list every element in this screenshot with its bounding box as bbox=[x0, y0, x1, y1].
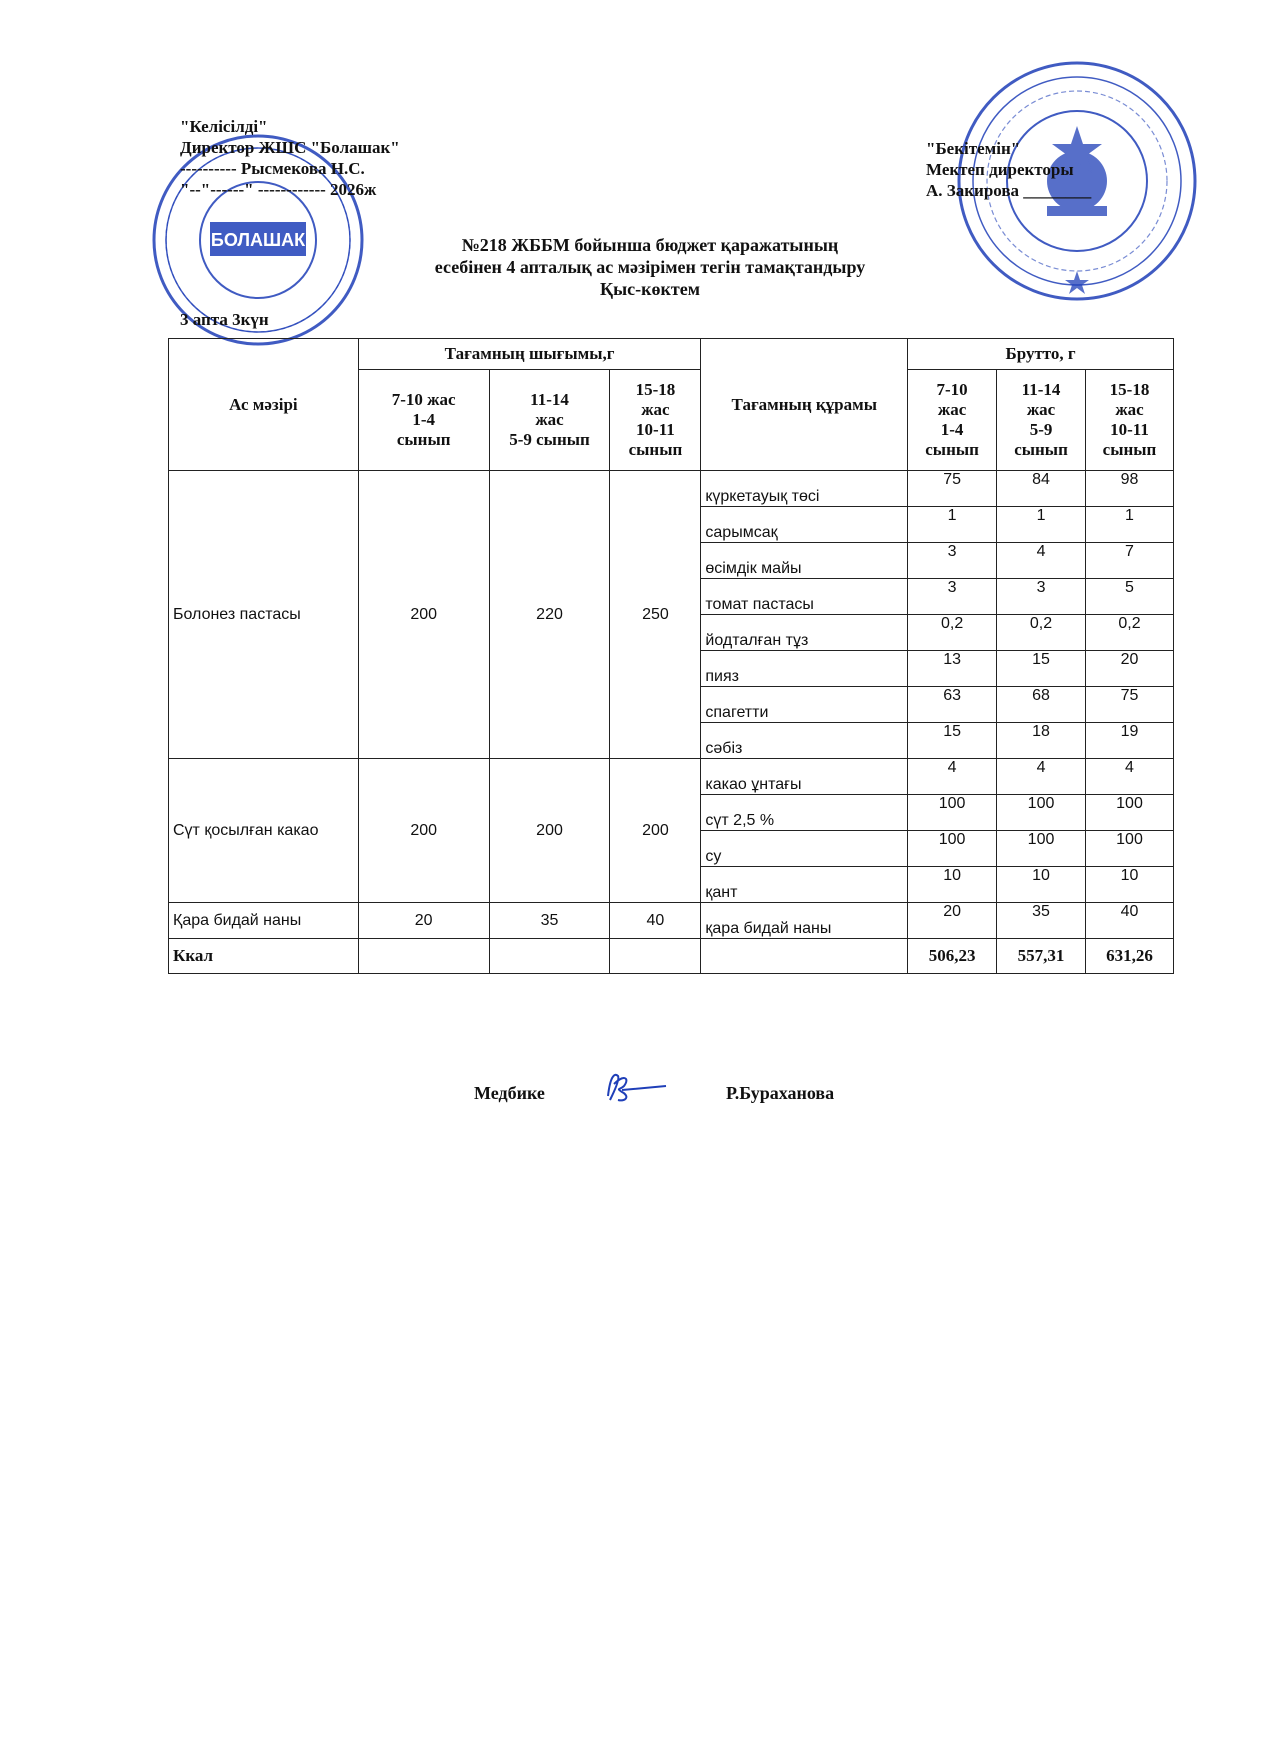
header-yield-col-3 bbox=[610, 370, 701, 471]
left-stamp-text: БОЛАШАК bbox=[210, 230, 306, 250]
approved-position: Мектеп директоры bbox=[926, 160, 1074, 179]
title-line-3: Қыс-көктем bbox=[600, 279, 700, 299]
ingredient-brutto-2: 68 bbox=[997, 687, 1086, 723]
ingredient-name: томат пастасы bbox=[701, 579, 908, 615]
header-yield-col-1-line: сынып bbox=[396, 430, 451, 449]
approved-signature-line: А. Закирова ________ bbox=[926, 181, 1092, 200]
dish-yield-2: 220 bbox=[489, 471, 610, 759]
document-title bbox=[340, 234, 960, 300]
ingredient-brutto-1: 100 bbox=[908, 795, 997, 831]
kcal-empty-cell bbox=[358, 939, 489, 974]
ingredient-brutto-2: 100 bbox=[997, 795, 1086, 831]
ingredient-name: өсімдік майы bbox=[701, 543, 908, 579]
nurse-role: Медбике bbox=[474, 1083, 545, 1103]
title-line-1: №218 ЖББМ бойынша бюджет қаражатының bbox=[461, 235, 839, 255]
ingredient-brutto-3: 7 bbox=[1086, 543, 1174, 579]
ingredient-brutto-2: 100 bbox=[997, 831, 1086, 867]
dish-yield-2: 35 bbox=[489, 903, 610, 939]
ingredient-brutto-2: 84 bbox=[997, 471, 1086, 507]
header-yield-col-2-line: жас bbox=[535, 410, 564, 429]
ingredient-name: қара бидай наны bbox=[701, 903, 908, 939]
header-yield-col-2 bbox=[489, 370, 610, 471]
agreed-block bbox=[180, 116, 400, 200]
kcal-empty-cell bbox=[610, 939, 701, 974]
agreed-signature-line: ---------- Рысмекова Н.С. bbox=[180, 159, 365, 178]
table-row bbox=[169, 759, 1174, 795]
header-yield-col-2-line: 11-14 bbox=[530, 390, 569, 409]
dish-yield-1: 20 bbox=[358, 903, 489, 939]
header-composition: Тағамның құрамы bbox=[701, 339, 908, 471]
ingredient-brutto-3: 5 bbox=[1086, 579, 1174, 615]
ingredient-name: қант bbox=[701, 867, 908, 903]
approved-block bbox=[926, 138, 1091, 201]
table-row bbox=[169, 903, 1174, 939]
ingredient-brutto-1: 10 bbox=[908, 867, 997, 903]
header-yield-col-1-line: 1-4 bbox=[412, 410, 435, 429]
header-yield-col-2-line: 5-9 сынып bbox=[509, 430, 590, 449]
ingredient-brutto-2: 10 bbox=[997, 867, 1086, 903]
kcal-empty-cell bbox=[701, 939, 908, 974]
header-brutto-group: Брутто, г bbox=[908, 339, 1174, 370]
menu-table bbox=[168, 338, 1174, 974]
ingredient-brutto-1: 4 bbox=[908, 759, 997, 795]
dish-name: Сүт қосылған какао bbox=[169, 759, 359, 903]
ingredient-brutto-2: 4 bbox=[997, 543, 1086, 579]
ingredient-brutto-2: 18 bbox=[997, 723, 1086, 759]
menu-table-body bbox=[169, 471, 1174, 974]
ingredient-brutto-2: 4 bbox=[997, 759, 1086, 795]
header-brutto-col-3-line: сынып bbox=[1102, 440, 1157, 459]
ingredient-name: какао ұнтағы bbox=[701, 759, 908, 795]
ingredient-brutto-3: 75 bbox=[1086, 687, 1174, 723]
header-brutto-col-3-line: 10-11 bbox=[1110, 420, 1149, 439]
nurse-name: Р.Бураханова bbox=[726, 1083, 835, 1103]
ingredient-brutto-1: 15 bbox=[908, 723, 997, 759]
ingredient-brutto-1: 100 bbox=[908, 831, 997, 867]
header-brutto-col-3-line: 15-18 bbox=[1109, 380, 1150, 399]
ingredient-brutto-2: 15 bbox=[997, 651, 1086, 687]
header-brutto-col-3 bbox=[1086, 370, 1174, 471]
ingredient-brutto-1: 1 bbox=[908, 507, 997, 543]
ingredient-name: сүт 2,5 % bbox=[701, 795, 908, 831]
ingredient-brutto-1: 20 bbox=[908, 903, 997, 939]
ingredient-brutto-3: 40 bbox=[1086, 903, 1174, 939]
ingredient-name: спагетти bbox=[701, 687, 908, 723]
table-row bbox=[169, 471, 1174, 507]
header-yield-col-1-line: 7-10 жас bbox=[391, 390, 456, 409]
kcal-value-1: 506,23 bbox=[908, 939, 997, 974]
ingredient-name: сарымсақ bbox=[701, 507, 908, 543]
ingredient-brutto-2: 3 bbox=[997, 579, 1086, 615]
ingredient-name: сәбіз bbox=[701, 723, 908, 759]
dish-yield-3: 40 bbox=[610, 903, 701, 939]
dish-yield-3: 250 bbox=[610, 471, 701, 759]
ingredient-brutto-2: 1 bbox=[997, 507, 1086, 543]
header-yield-col-3-line: сынып bbox=[628, 440, 683, 459]
kcal-value-3: 631,26 bbox=[1086, 939, 1174, 974]
kcal-empty-cell bbox=[489, 939, 610, 974]
title-line-2: есебінен 4 апталық ас мәзірімен тегін тамақтандыру bbox=[434, 257, 866, 277]
dish-name: Болонез пастасы bbox=[169, 471, 359, 759]
header-brutto-col-1-line: сынып bbox=[925, 440, 979, 459]
ingredient-name: күркетауық төсі bbox=[701, 471, 908, 507]
ingredient-name: су bbox=[701, 831, 908, 867]
ingredient-brutto-3: 98 bbox=[1086, 471, 1174, 507]
agreed-title: "Келісілді" bbox=[180, 117, 268, 136]
header-yield-col-3-line: 10-11 bbox=[636, 420, 675, 439]
dish-yield-1: 200 bbox=[358, 759, 489, 903]
ingredient-brutto-1: 63 bbox=[908, 687, 997, 723]
header-brutto-col-2-line: жас bbox=[1026, 400, 1056, 419]
header-brutto-col-1-line: 7-10 bbox=[936, 380, 968, 399]
header-yield-col-3-line: жас bbox=[641, 400, 670, 419]
ingredient-brutto-1: 3 bbox=[908, 579, 997, 615]
ingredient-brutto-3: 1 bbox=[1086, 507, 1174, 543]
kcal-label: Ккал bbox=[169, 939, 359, 974]
kcal-value-2: 557,31 bbox=[997, 939, 1086, 974]
ingredient-brutto-3: 10 bbox=[1086, 867, 1174, 903]
ingredient-brutto-2: 0,2 bbox=[997, 615, 1086, 651]
header-brutto-col-1-line: 1-4 bbox=[940, 420, 964, 439]
ingredient-brutto-3: 0,2 bbox=[1086, 615, 1174, 651]
ingredient-brutto-1: 3 bbox=[908, 543, 997, 579]
agreed-date-line: "--"------" ------------ 2026ж bbox=[180, 180, 377, 199]
header-brutto-col-2-line: 11-14 bbox=[1021, 380, 1061, 399]
dish-yield-2: 200 bbox=[489, 759, 610, 903]
nurse-signature bbox=[600, 1066, 670, 1106]
ingredient-brutto-3: 100 bbox=[1086, 831, 1174, 867]
dish-name: Қара бидай наны bbox=[169, 903, 359, 939]
ingredient-brutto-1: 13 bbox=[908, 651, 997, 687]
kcal-row bbox=[169, 939, 1174, 974]
header-brutto-col-2-line: 5-9 bbox=[1029, 420, 1053, 439]
ingredient-brutto-1: 0,2 bbox=[908, 615, 997, 651]
header-menu: Ас мәзірі bbox=[169, 339, 359, 471]
dish-yield-1: 200 bbox=[358, 471, 489, 759]
header-yield-col-3-line: 15-18 bbox=[635, 380, 676, 399]
header-yield-group: Тағамның шығымы,г bbox=[358, 339, 701, 370]
header-brutto-col-3-line: жас bbox=[1115, 400, 1144, 419]
agreed-director: Директор ЖШС "Болашак" bbox=[180, 138, 400, 157]
week-day-label: 3 апта 3күн bbox=[180, 310, 269, 329]
header-brutto-col-1-line: жас bbox=[937, 400, 967, 419]
ingredient-brutto-3: 20 bbox=[1086, 651, 1174, 687]
approved-title: "Бекітемін" bbox=[926, 139, 1021, 158]
ingredient-brutto-2: 35 bbox=[997, 903, 1086, 939]
ingredient-brutto-3: 19 bbox=[1086, 723, 1174, 759]
ingredient-brutto-3: 100 bbox=[1086, 795, 1174, 831]
header-brutto-col-2-line: сынып bbox=[1014, 440, 1068, 459]
dish-yield-3: 200 bbox=[610, 759, 701, 903]
ingredient-brutto-3: 4 bbox=[1086, 759, 1174, 795]
ingredient-name: пияз bbox=[701, 651, 908, 687]
header-brutto-col-2 bbox=[997, 370, 1086, 471]
ingredient-brutto-1: 75 bbox=[908, 471, 997, 507]
header-brutto-col-1 bbox=[908, 370, 997, 471]
header-yield-col-1 bbox=[358, 370, 489, 471]
ingredient-name: йодталған тұз bbox=[701, 615, 908, 651]
